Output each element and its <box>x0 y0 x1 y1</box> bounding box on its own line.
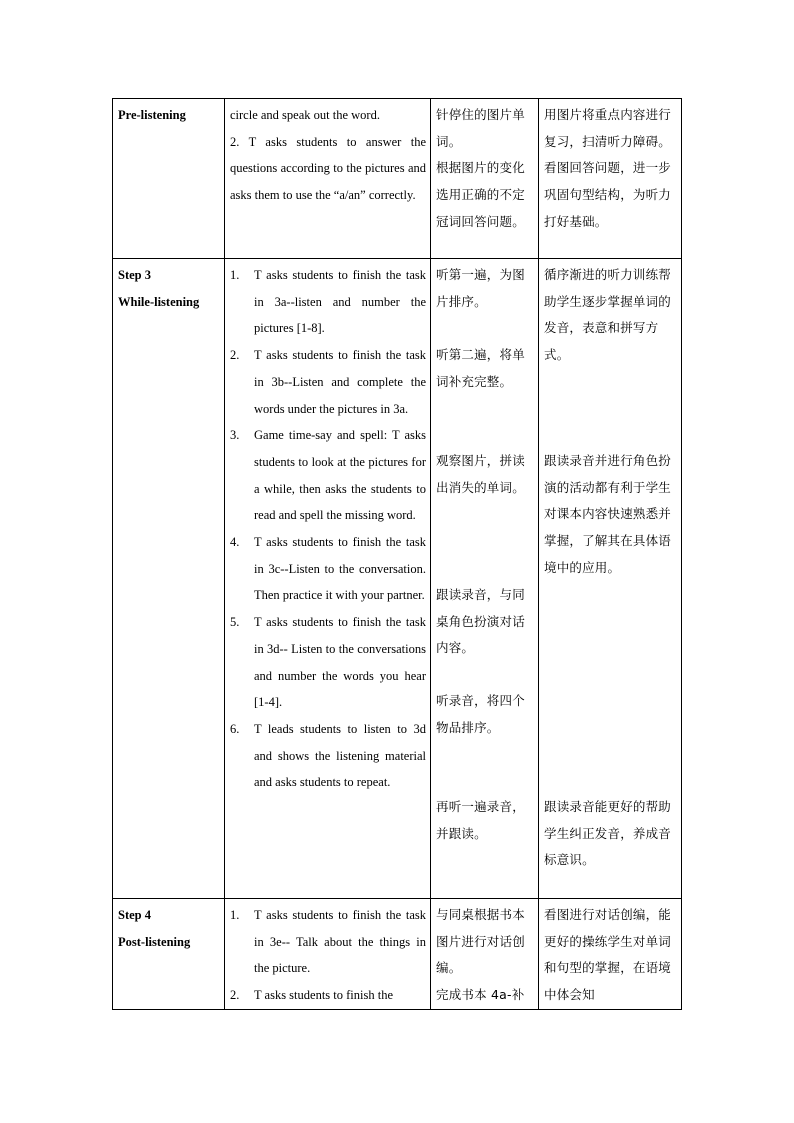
student-activity-text: 跟读录音，与同桌角色扮演对话内容。 <box>436 587 525 656</box>
student-activity-text: 观察图片，拼读出消失的单词。 <box>436 453 525 495</box>
item-number: 3. <box>230 428 240 443</box>
list-item <box>230 716 426 796</box>
item-number: 1. <box>230 268 240 282</box>
activity-text: T asks students to finish the task in 3a--listen and number the pictures [1-8]. <box>254 268 426 336</box>
table-row <box>113 259 682 899</box>
item-number: 6. <box>230 721 240 736</box>
student-activity-text: 听录音，将四个物品排序。 <box>436 693 525 735</box>
student-activity-text: 与同桌根据书本图片进行对话创编。 <box>436 907 525 976</box>
student-activity-text: 听第二遍，将单词补充完整。 <box>436 347 525 389</box>
design-purpose-text: 看图进行对话创编，能更好的操练学生对单词和句型的掌握，在语境中体会知 <box>544 907 672 1003</box>
item-number: 4. <box>230 535 240 550</box>
student-activity-text: 根据图片的变化选用正确的不定冠词回答问题。 <box>436 160 525 229</box>
list-item <box>230 902 426 982</box>
student-activity-text: 针停住的图片单词。 <box>436 107 525 149</box>
list-item <box>230 342 426 422</box>
table-row <box>113 99 682 259</box>
design-purpose-text: 循序渐进的听力训练帮助学生逐步掌握单词的发音，表意和拼写方式。 <box>544 267 672 363</box>
list-item <box>230 262 426 342</box>
design-purpose-cell <box>539 99 682 259</box>
activity-cell <box>225 99 431 259</box>
activity-text: T leads students to listen to 3d and shows the listening material and asks students to repeat. <box>254 721 426 790</box>
step-number: Step 3 <box>118 268 151 282</box>
activity-text: Game time-say and spell: T asks students to look at the pictures for a while, then asks the students to read and spell the missing word. <box>254 428 426 523</box>
design-purpose-text: 跟读录音能更好的帮助学生纠正发音，养成音标意识。 <box>544 799 672 868</box>
step-cell <box>113 99 225 259</box>
student-activity-cell <box>431 99 539 259</box>
student-activity-text: 完成书本 4a-补 <box>436 987 525 1003</box>
design-purpose-text: 看图回答问题，进一步巩固句型结构，为听力打好基础。 <box>544 160 672 229</box>
design-purpose-cell <box>539 259 682 899</box>
step-name: While-listening <box>118 294 200 309</box>
step-name: Pre-listening <box>118 108 186 122</box>
design-purpose-text: 跟读录音并进行角色扮演的活动都有利于学生对课本内容快速熟悉并掌握，了解其在具体语境中的应用。 <box>544 453 672 575</box>
list-item <box>230 609 426 716</box>
student-activity-text: 再听一遍录音，并跟读。 <box>436 799 525 841</box>
step-cell <box>113 259 225 899</box>
activity-text: 2. T asks students to answer the questions according to the pictures and asks them to use the “a/an” correctly. <box>230 134 426 203</box>
list-item <box>230 422 426 529</box>
student-activity-text: 听第一遍，为图片排序。 <box>436 267 525 309</box>
list-item <box>230 529 426 609</box>
activity-text: T asks students to finish the task in 3c--Listen to the conversation. Then practice it with your partner. <box>254 535 426 603</box>
design-purpose-cell <box>539 899 682 1010</box>
lesson-plan-table <box>112 98 682 1010</box>
item-number: 2. <box>230 988 240 1003</box>
activity-text: T asks students to finish the <box>254 988 394 1003</box>
list-item <box>230 982 426 1009</box>
item-number: 2. <box>230 348 240 363</box>
design-purpose-text: 用图片将重点内容进行复习，扫清听力障碍。 <box>544 107 672 149</box>
item-number: 1. <box>230 908 240 922</box>
student-activity-cell <box>431 259 539 899</box>
item-number: 5. <box>230 615 240 630</box>
activity-text: T asks students to finish the task in 3e-- Talk about the things in the picture. <box>254 908 426 976</box>
activity-text: T asks students to finish the task in 3b--Listen and complete the words under the pictures in 3a. <box>254 348 426 416</box>
activity-cell <box>225 899 431 1010</box>
activity-cell <box>225 259 431 899</box>
step-name: Post-listening <box>118 934 191 949</box>
activity-text: T asks students to finish the task in 3d-- Listen to the conversations and number the words you hear [1-4]. <box>254 615 426 710</box>
activity-text: circle and speak out the word. <box>230 108 380 122</box>
step-number: Step 4 <box>118 908 151 922</box>
step-cell <box>113 899 225 1010</box>
table-row <box>113 899 682 1010</box>
student-activity-cell <box>431 899 539 1010</box>
